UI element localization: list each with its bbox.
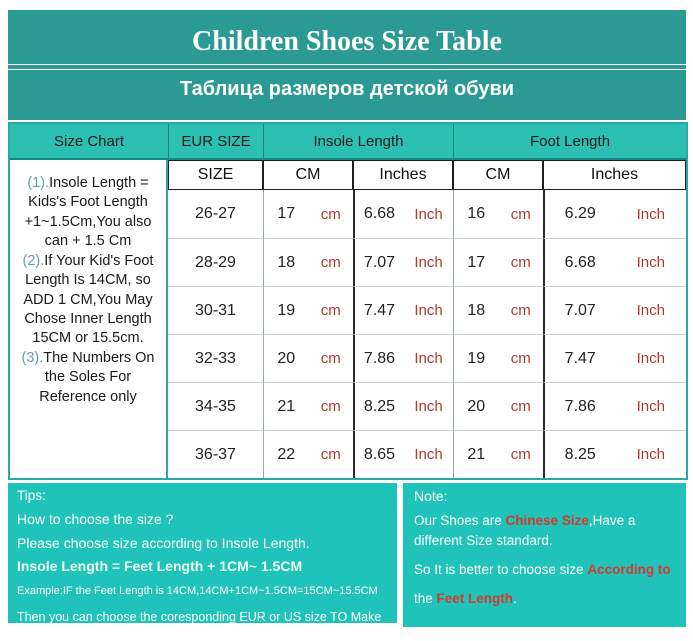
note-highlight-feet-length: Feet Length — [436, 590, 514, 606]
note-line-1 — [414, 511, 675, 552]
cell-insole-cm — [263, 430, 353, 478]
unit-cm: cm — [510, 398, 531, 415]
cell-eur-size — [168, 190, 263, 238]
cell-insole-inch — [353, 286, 453, 334]
value: 7.47 — [564, 349, 596, 367]
header-eur-size: EUR SIZE — [168, 124, 263, 160]
cell-insole-cm — [263, 238, 353, 286]
cell-insole-cm — [263, 334, 353, 382]
note-highlight-according-to: According to — [587, 561, 671, 577]
value: 7.07 — [564, 301, 596, 319]
value: 7.86 — [363, 349, 396, 367]
note-panel — [403, 483, 686, 627]
cell-foot-inch — [543, 190, 686, 238]
unit-cm: cm — [510, 446, 531, 463]
unit-inch: Inch — [414, 254, 443, 271]
header-size-chart: Size Chart — [10, 124, 168, 160]
cell-eur-size — [168, 382, 263, 430]
cell-insole-inch — [353, 238, 453, 286]
value: 6.68 — [363, 205, 396, 222]
cell-foot-cm — [453, 334, 543, 382]
value: 17 — [277, 205, 296, 222]
tips-panel — [8, 483, 397, 638]
unit-cm: cm — [510, 254, 531, 271]
value: 16 — [467, 205, 486, 222]
note-text: the — [414, 590, 437, 606]
value: 6.68 — [564, 253, 596, 271]
size-value: 26-27 — [195, 205, 236, 222]
cell-foot-cm — [453, 190, 543, 238]
value: 7.47 — [363, 301, 396, 319]
cell-insole-inch — [353, 190, 453, 238]
cell-eur-size — [168, 286, 263, 334]
value: 21 — [277, 397, 296, 415]
cell-foot-inch — [543, 334, 686, 382]
note-text: So It is better to choose size — [414, 561, 588, 577]
value: 8.25 — [363, 397, 396, 415]
note-number: (1). — [27, 175, 50, 191]
value: 19 — [277, 301, 296, 319]
unit-cm: cm — [320, 254, 341, 271]
size-value: 30-31 — [195, 301, 236, 319]
subheader-size: SIZE — [168, 160, 263, 190]
size-value: 36-37 — [195, 445, 236, 463]
note-number: (2). — [22, 252, 45, 269]
value: 18 — [277, 253, 296, 271]
cell-foot-cm — [453, 382, 543, 430]
subheader-foot-inches: Inches — [543, 160, 686, 190]
unit-cm: cm — [320, 398, 341, 415]
value: 20 — [277, 349, 296, 367]
cell-insole-inch — [353, 382, 453, 430]
tips-example: Example:IF the Feet Length is 14CM,14CM+1CM~1.5CM=15CM~15.5CM — [17, 585, 378, 597]
value: 21 — [467, 445, 486, 463]
unit-cm: cm — [320, 302, 341, 319]
unit-inch: Inch — [414, 398, 443, 415]
size-value: 34-35 — [195, 397, 236, 415]
cell-insole-cm — [263, 286, 353, 334]
note-text: Our Shoes are — [414, 513, 506, 528]
unit-inch: Inch — [636, 446, 665, 463]
note-text: Insole Length = Kids's Foot Length +1~1.5Cm,You also can + 1.5 Cm — [24, 175, 152, 250]
note-text: ,Have a different Size standard. — [414, 513, 636, 549]
unit-cm: cm — [320, 446, 341, 463]
unit-inch: Inch — [414, 205, 443, 223]
unit-cm: cm — [510, 302, 531, 319]
note-highlight-chinese-size: Chinese Size — [505, 513, 589, 528]
unit-inch: Inch — [636, 254, 665, 271]
value: 8.65 — [363, 445, 396, 463]
cell-eur-size — [168, 334, 263, 382]
cell-eur-size — [168, 238, 263, 286]
unit-inch: Inch — [636, 398, 665, 415]
unit-inch: Inch — [636, 205, 665, 223]
note-text: If Your Kid's Foot Length Is 14CM, so ADD 1 CM,You May Chose Inner Length 15CM or 15.5cm. — [23, 252, 154, 347]
tips-line-1: How to choose the size ? — [17, 511, 174, 527]
page-title-russian: Таблица размеров детской обуви — [179, 77, 515, 100]
value: 6.29 — [564, 205, 596, 222]
unit-cm: cm — [320, 350, 341, 367]
tips-heading: Tips: — [17, 488, 46, 503]
cell-eur-size — [168, 430, 263, 478]
value: 17 — [467, 253, 486, 271]
value: 19 — [467, 349, 486, 367]
value: 20 — [467, 397, 486, 415]
subheader-insole-inches: Inches — [353, 160, 453, 190]
size-table — [8, 122, 688, 480]
unit-cm: cm — [510, 350, 531, 367]
note-line-3 — [414, 591, 675, 606]
subheader-foot-cm: CM — [453, 160, 543, 190]
cell-insole-inch — [353, 430, 453, 478]
unit-inch: Inch — [636, 350, 665, 367]
note-number: (3). — [21, 349, 44, 366]
cell-insole-inch — [353, 334, 453, 382]
cell-foot-inch — [543, 238, 686, 286]
size-value: 28-29 — [195, 253, 236, 271]
cell-foot-inch — [543, 430, 686, 478]
size-value: 32-33 — [195, 349, 236, 367]
cell-foot-inch — [543, 286, 686, 334]
cell-foot-inch — [543, 382, 686, 430]
cell-insole-cm — [263, 382, 353, 430]
value: 18 — [467, 301, 486, 319]
cell-foot-cm — [453, 286, 543, 334]
page-title: Children Shoes Size Table — [192, 26, 502, 57]
unit-inch: Inch — [414, 446, 443, 463]
value: 7.07 — [363, 253, 396, 271]
tips-line-3: Then you can choose the coresponding EUR or US size TO Make order. — [17, 610, 382, 638]
header-foot-length: Foot Length — [453, 124, 686, 160]
note-line-2 — [414, 562, 675, 577]
banner — [8, 10, 686, 120]
header-insole-length: Insole Length — [263, 124, 453, 160]
unit-inch: Inch — [414, 302, 443, 319]
note-heading: Note: — [414, 488, 448, 504]
unit-cm: cm — [510, 205, 531, 223]
unit-inch: Inch — [636, 302, 665, 319]
tips-formula: Insole Length = Feet Length + 1CM~ 1.5CM — [17, 558, 303, 574]
value: 7.86 — [564, 397, 596, 415]
cell-foot-cm — [453, 430, 543, 478]
value: 8.25 — [564, 445, 596, 463]
unit-inch: Inch — [414, 350, 443, 367]
tips-line-2: Please choose size according to Insole Length. — [17, 535, 310, 551]
cell-foot-cm — [453, 238, 543, 286]
note-text: The Numbers On the Soles For Reference only — [39, 349, 155, 405]
subheader-insole-cm: CM — [263, 160, 353, 190]
value: 22 — [277, 445, 296, 463]
note-text: . — [513, 590, 517, 606]
unit-cm: cm — [320, 205, 341, 223]
cell-insole-cm — [263, 190, 353, 238]
note-item — [14, 174, 162, 252]
note-item — [14, 252, 162, 349]
note-item — [14, 349, 162, 407]
notes-cell — [10, 160, 168, 478]
